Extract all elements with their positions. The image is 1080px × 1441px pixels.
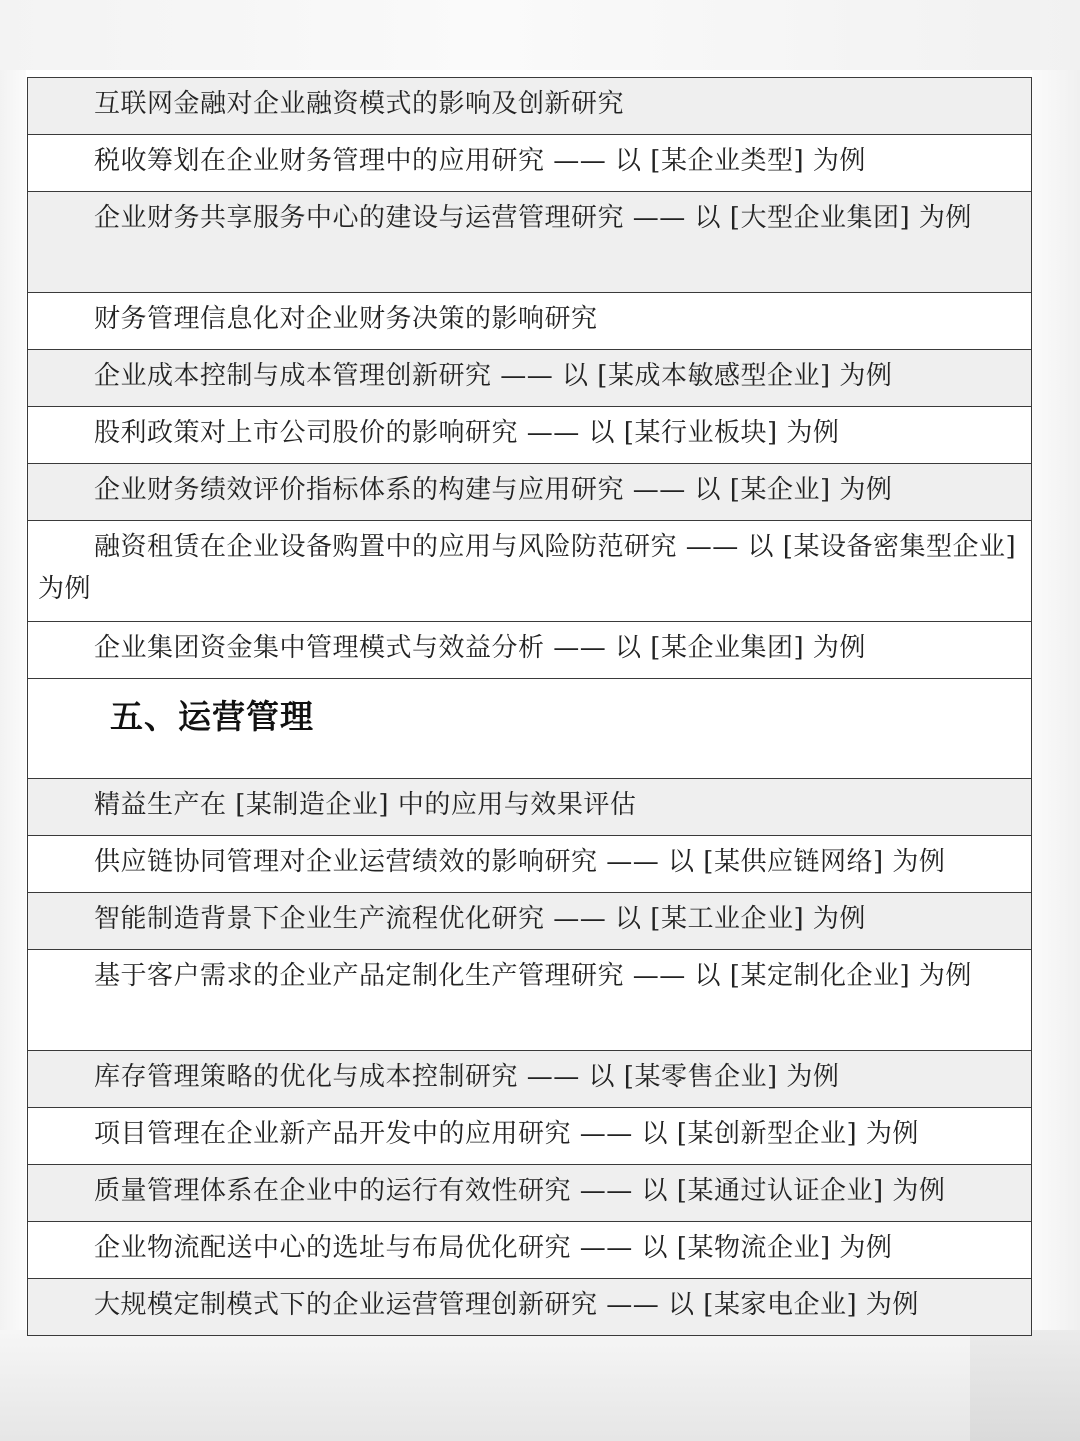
topic-row: 供应链协同管理对企业运营绩效的影响研究 —— 以 [某供应链网络] 为例 xyxy=(28,836,1031,893)
topic-row: 库存管理策略的优化与成本控制研究 —— 以 [某零售企业] 为例 xyxy=(28,1051,1031,1108)
topic-row: 税收筹划在企业财务管理中的应用研究 —— 以 [某企业类型] 为例 xyxy=(28,135,1031,192)
background-bottom-right xyxy=(970,1330,1080,1441)
topic-row: 股利政策对上市公司股价的影响研究 —— 以 [某行业板块] 为例 xyxy=(28,407,1031,464)
topic-row: 智能制造背景下企业生产流程优化研究 —— 以 [某工业企业] 为例 xyxy=(28,893,1031,950)
topic-row: 企业财务绩效评价指标体系的构建与应用研究 —— 以 [某企业] 为例 xyxy=(28,464,1031,521)
topic-row: 质量管理体系在企业中的运行有效性研究 —— 以 [某通过认证企业] 为例 xyxy=(28,1165,1031,1222)
topic-row: 大规模定制模式下的企业运营管理创新研究 —— 以 [某家电企业] 为例 xyxy=(28,1279,1031,1336)
background-left xyxy=(0,70,26,1330)
topic-row: 互联网金融对企业融资模式的影响及创新研究 xyxy=(28,78,1031,135)
topic-row: 企业集团资金集中管理模式与效益分析 —— 以 [某企业集团] 为例 xyxy=(28,622,1031,679)
topic-row: 精益生产在 [某制造企业] 中的应用与效果评估 xyxy=(28,779,1031,836)
topic-row: 财务管理信息化对企业财务决策的影响研究 xyxy=(28,293,1031,350)
section-heading: 五、运营管理 xyxy=(28,679,1031,779)
background-bottom xyxy=(0,1330,1080,1441)
topic-row: 企业物流配送中心的选址与布局优化研究 —— 以 [某物流企业] 为例 xyxy=(28,1222,1031,1279)
background-top xyxy=(0,0,1080,70)
topic-row: 企业成本控制与成本管理创新研究 —— 以 [某成本敏感型企业] 为例 xyxy=(28,350,1031,407)
topic-table xyxy=(27,77,1032,1336)
topic-row: 项目管理在企业新产品开发中的应用研究 —— 以 [某创新型企业] 为例 xyxy=(28,1108,1031,1165)
topic-row: 基于客户需求的企业产品定制化生产管理研究 —— 以 [某定制化企业] 为例 xyxy=(28,950,1031,1051)
topic-row: 融资租赁在企业设备购置中的应用与风险防范研究 —— 以 [某设备密集型企业] 为例 xyxy=(28,521,1031,622)
background-right xyxy=(1032,70,1080,1330)
topic-row: 企业财务共享服务中心的建设与运营管理研究 —— 以 [大型企业集团] 为例 xyxy=(28,192,1031,293)
